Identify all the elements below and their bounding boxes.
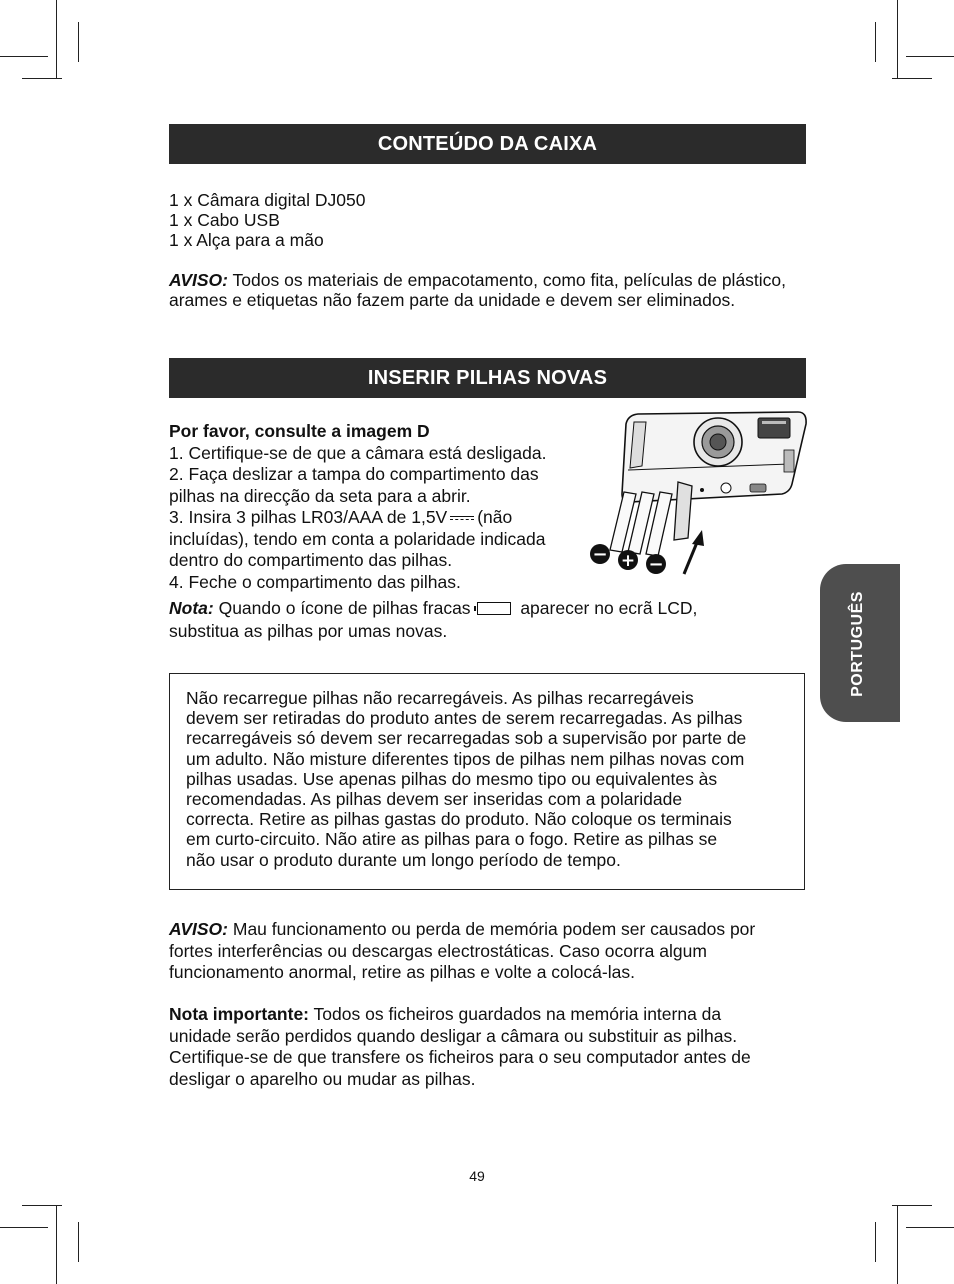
usb-port-icon <box>750 484 766 492</box>
crop-mark <box>897 0 898 78</box>
crop-mark <box>906 56 954 57</box>
instruction-step: 1. Certifique-se de que a câmara está desligada. <box>169 442 547 463</box>
list-item: 1 x Alça para a mão <box>169 230 324 250</box>
svg-text:−: − <box>648 554 664 575</box>
language-tab <box>820 564 900 722</box>
warning-text: Todos os materiais de empacotamento, como fita, películas de plástico, arames e etiquetas não fazem parte da unidade e devem ser eliminados. <box>169 270 787 310</box>
button-icon <box>721 483 731 493</box>
crop-mark <box>0 1227 48 1228</box>
batteries <box>610 492 672 556</box>
warning-label: AVISO: <box>169 919 228 939</box>
instruction-step: dentro do compartimento das pilhas. <box>169 550 453 570</box>
warning-label: AVISO: <box>169 270 228 290</box>
battery-instructions <box>169 421 589 593</box>
list-item: 1 x Cabo USB <box>169 210 280 230</box>
strap-loop-icon <box>784 450 794 472</box>
section-header-insert-batteries <box>169 358 806 398</box>
crop-mark <box>22 78 62 79</box>
arrow-shaft <box>684 540 698 574</box>
led-icon <box>700 488 704 492</box>
safety-line: não usar o produto durante um longo período de tempo. <box>186 849 621 870</box>
instruction-step: 4. Feche o compartimento das pilhas. <box>169 571 461 592</box>
page-number: 49 <box>469 1168 485 1184</box>
flash-detail <box>762 421 786 424</box>
list-item: 1 x Câmara digital DJ050 <box>169 190 366 210</box>
crop-mark <box>892 78 932 79</box>
safety-line: pilhas usadas. Use apenas pilhas do mesmo tipo ou equivalentes às <box>186 768 718 789</box>
crop-mark <box>906 1227 954 1228</box>
safety-line: recarregáveis só devem ser recarregadas sob a supervisão por parte de <box>186 728 747 749</box>
camera-battery-illustration <box>586 410 808 576</box>
low-battery-note: Nota: Quando o ícone de pilhas fracas aparecer no ecrã LCD, substitua as pilhas por umas novas. <box>169 598 698 641</box>
safety-line: recomendadas. As pilhas devem ser inseridas com a polaridade <box>186 789 683 810</box>
lens-center-icon <box>710 434 726 450</box>
interference-warning: AVISO: Mau funcionamento ou perda de memória podem ser causados por fortes interferências ou descargas electrostáticas. Caso ocorra algum funcionamento anormal, retire as pilhas e volte a colocá-las. <box>169 919 756 982</box>
important-note: Nota importante: Todos os ficheiros guardados na memória interna da unidade serão perdidos quando desligar a câmara ou substituir as pilhas. Certifique-se de que transfere os ficheiros para o seu computador antes de desligar o aparelho ou mudar as pilhas. <box>169 1004 751 1089</box>
instruction-step: pilhas na direcção da seta para a abrir. <box>169 485 471 506</box>
note-label: Nota: <box>169 598 214 618</box>
crop-mark <box>875 1222 876 1262</box>
crop-mark <box>56 1206 57 1284</box>
section-header-box-contents <box>169 124 806 164</box>
section-title: INSERIR PILHAS NOVAS <box>367 366 608 389</box>
dc-symbol-icon <box>450 514 474 522</box>
language-tab-label: PORTUGUÊS <box>849 591 866 697</box>
crop-mark <box>78 1222 79 1262</box>
battery-safety-box <box>169 673 805 890</box>
crop-mark <box>875 22 876 62</box>
box-contents-list <box>169 190 365 250</box>
safety-line: correcta. Retire as pilhas gastas do produto. Não coloque os terminais <box>186 809 732 830</box>
crop-mark <box>892 1205 932 1206</box>
packaging-warning <box>169 270 789 310</box>
crop-mark <box>0 56 48 57</box>
low-battery-icon <box>477 602 511 615</box>
crop-mark <box>22 1205 62 1206</box>
instruction-intro: Por favor, consulte a imagem D <box>169 421 430 441</box>
arrow-up-icon <box>692 530 704 546</box>
safety-line: um adulto. Não misture diferentes tipos de pilhas nem pilhas novas com <box>186 748 745 769</box>
safety-line: Não recarregue pilhas não recarregáveis. As pilhas recarregáveis <box>186 688 694 708</box>
important-note-label: Nota importante: <box>169 1004 309 1024</box>
instruction-step: 3. Insira 3 pilhas LR03/AAA de 1,5V (não <box>169 507 513 527</box>
safety-line: devem ser retiradas do produto antes de serem recarregadas. As pilhas <box>186 708 743 729</box>
instruction-step: 2. Faça deslizar a tampa do compartimento das <box>169 464 539 484</box>
crop-mark <box>78 22 79 62</box>
crop-mark <box>56 0 57 78</box>
instruction-step: incluídas), tendo em conta a polaridade indicada <box>169 528 546 549</box>
svg-text:−: − <box>592 544 608 565</box>
section-title: CONTEÚDO DA CAIXA <box>377 132 598 155</box>
svg-text:+: + <box>620 551 636 571</box>
safety-line: em curto-circuito. Não atire as pilhas para o fogo. Retire as pilhas se <box>186 829 718 850</box>
crop-mark <box>897 1206 898 1284</box>
